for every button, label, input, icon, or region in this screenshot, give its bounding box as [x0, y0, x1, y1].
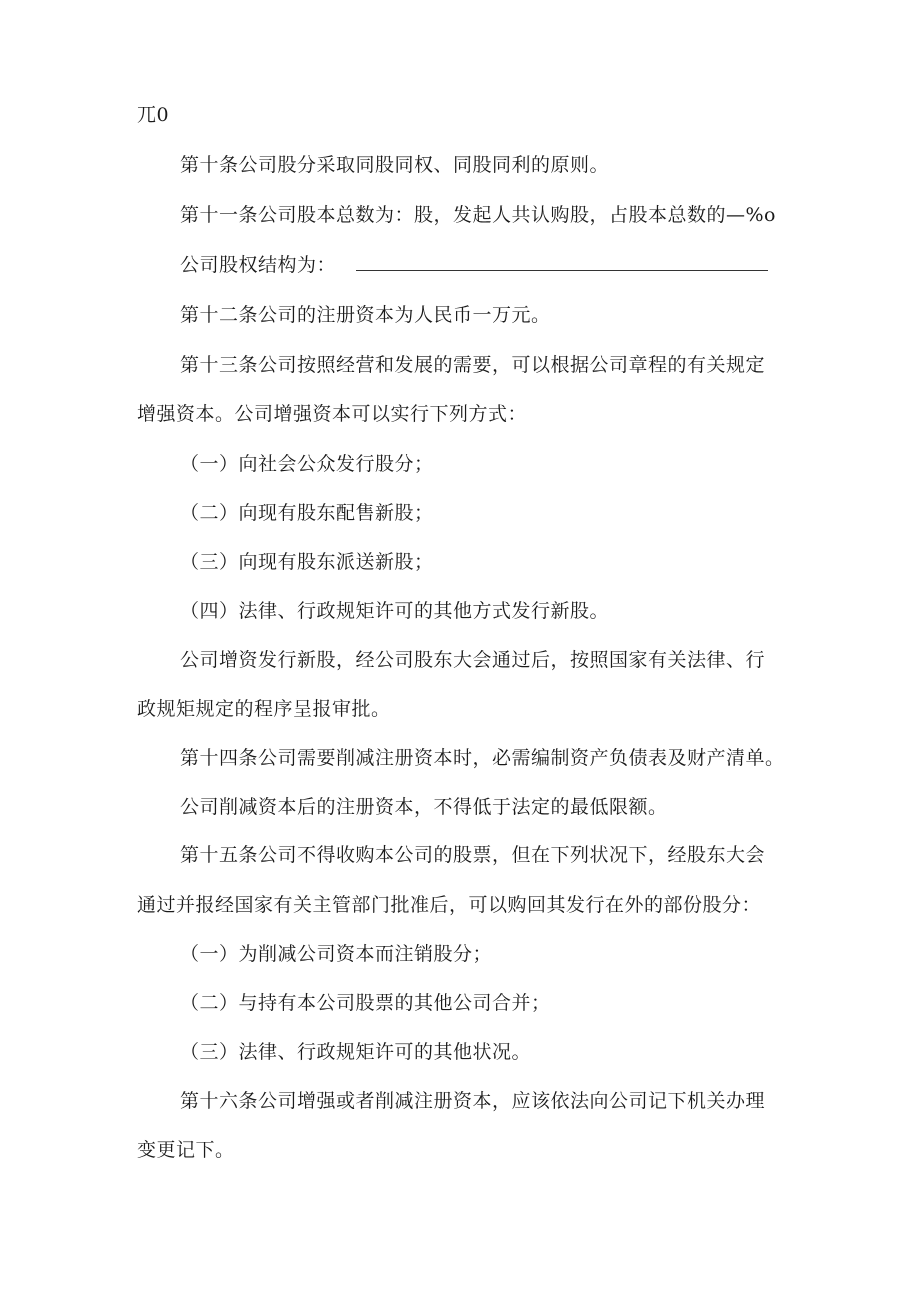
- list-item: （二）向现有股东配售新股；: [180, 502, 434, 524]
- article-16-cont: 变更记下。: [137, 1139, 235, 1161]
- list-item: （二）与持有本公司股票的其他公司合并；: [180, 992, 551, 1014]
- list-item: （三）向现有股东派送新股；: [180, 551, 434, 573]
- list-item: （三）法律、行政规矩许可的其他状况。: [180, 1041, 532, 1063]
- paragraph-cont: 政规矩规定的程序呈报审批。: [137, 698, 391, 720]
- article-15: 第十五条公司不得收购本公司的股票，但在下列状况下，经股东大会: [180, 844, 766, 866]
- article-16: 第十六条公司增强或者削减注册资本，应该依法向公司记下机关办理: [180, 1090, 766, 1112]
- paragraph: 公司增资发行新股，经公司股东大会通过后，按照国家有关法律、行: [180, 649, 766, 671]
- paragraph: 公司削减资本后的注册资本，不得低于法定的最低限额。: [180, 796, 668, 818]
- article-13: 第十三条公司按照经营和发展的需要，可以根据公司章程的有关规定: [180, 354, 766, 376]
- equity-structure-line: [180, 253, 768, 277]
- list-item: （四）法律、行政规矩许可的其他方式发行新股。: [180, 600, 610, 622]
- list-item: （一）为削减公司资本而注销股分；: [180, 943, 493, 965]
- article-14: 第十四条公司需要削减注册资本时，必需编制资产负债表及财产清单。: [180, 747, 785, 769]
- list-item: （一）向社会公众发行股分；: [180, 453, 434, 475]
- article-12: 第十二条公司的注册资本为人民币一万元。: [180, 304, 551, 326]
- equity-structure-label: 公司股权结构为：: [180, 254, 337, 276]
- article-13-cont: 增强资本。公司增强资本可以实行下列方式：: [137, 403, 528, 425]
- article-15-cont: 通过并报经国家有关主管部门批准后，可以购回其发行在外的部份股分：: [137, 894, 762, 916]
- article-11: 第十一条公司股本总数为：股，发起人共认购股，占股本总数的—%o: [180, 204, 776, 226]
- text-line: 兀0: [137, 104, 170, 126]
- article-10: 第十条公司股分采取同股同权、同股同利的原则。: [180, 154, 610, 176]
- blank-underline: [356, 254, 768, 271]
